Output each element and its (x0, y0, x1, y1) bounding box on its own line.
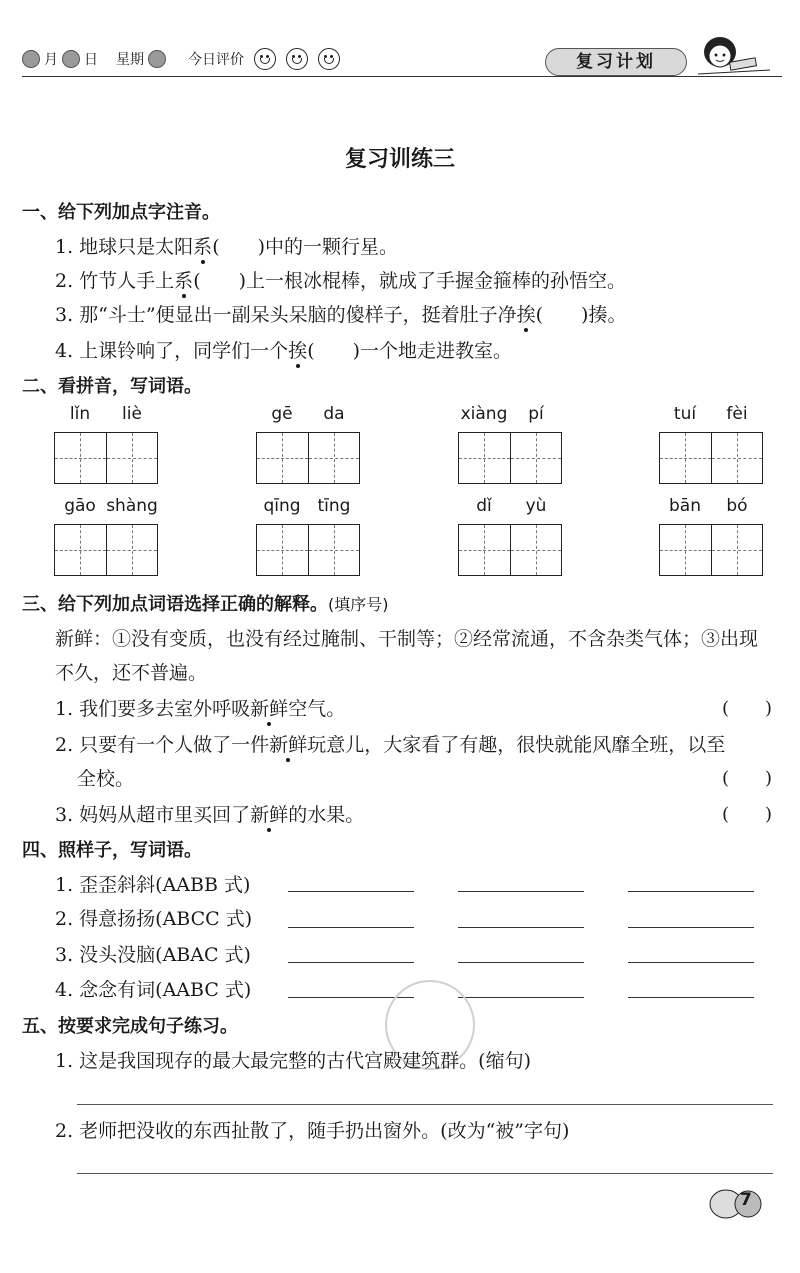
answer-line[interactable] (288, 961, 414, 963)
question-line: 2. 老师把没收的东西扯散了，随手扔出窗外。(改为“被”字句) (55, 1120, 570, 1142)
section-2-heading: 二、看拼音，写词语。 (22, 376, 202, 397)
question-line: 1. 我们要多去室外呼吸新鲜空气。 (55, 698, 346, 720)
writing-grid[interactable] (458, 524, 562, 576)
question-line: 3. 妈妈从超市里买回了新鲜的水果。 (55, 804, 365, 826)
reading-girl-icon (690, 30, 780, 80)
writing-grid[interactable] (256, 524, 360, 576)
answer-line[interactable] (288, 890, 414, 892)
question-line: 1. 地球只是太阳系( )中的一颗行星。 (55, 236, 399, 258)
answer-line[interactable] (628, 996, 754, 998)
answer-line[interactable] (458, 926, 584, 928)
question-line: 2. 竹节人手上系( )上一根冰棍棒，就成了手握金箍棒的孙悟空。 (55, 270, 627, 292)
answer-line[interactable] (77, 1173, 773, 1174)
brand-banner: 复习计划 (545, 48, 687, 76)
page-title: 复习训练三 (344, 147, 455, 172)
section-3-heading: 三、给下列加点词语选择正确的解释。(填序号) (22, 594, 389, 615)
header-date-bar (22, 48, 340, 70)
answer-line[interactable] (628, 961, 754, 963)
pattern-item: 1. 歪歪斜斜(AABB 式) (55, 874, 251, 896)
answer-parentheses[interactable]: ( ) (721, 768, 772, 789)
smiley-icon (286, 48, 308, 70)
smiley-icon (318, 48, 340, 70)
weekday-blank (148, 50, 166, 68)
evaluation-label: 今日评价 (188, 52, 244, 68)
question-line: 1. 这是我国现存的最大最完整的古代宫殿建筑群。(缩句) (55, 1050, 531, 1072)
pattern-item: 3. 没头没脑(ABAC 式) (55, 944, 251, 966)
answer-parentheses[interactable]: ( ) (721, 804, 772, 825)
page-number-badge (706, 1180, 764, 1222)
definition-line: 新鲜：①没有变质，也没有经过腌制、干制等；②经常流通，不含杂类气体；③出现 (55, 628, 759, 650)
definition-line: 不久，还不普遍。 (55, 662, 208, 684)
writing-grid[interactable] (54, 432, 158, 484)
answer-line[interactable] (458, 890, 584, 892)
day-label: 日 (84, 52, 98, 68)
month-blank (22, 50, 40, 68)
dotted-word: 新鲜 (250, 698, 289, 720)
answer-line[interactable] (288, 926, 414, 928)
section-1-heading: 一、给下列加点字注音。 (22, 202, 220, 223)
smiley-icon (254, 48, 276, 70)
writing-grid[interactable] (256, 432, 360, 484)
question-line: 3. 那“斗士”便显出一副呆头呆脑的傻样子，挺着肚子净挨( )揍。 (55, 304, 627, 326)
page-number: 7 (740, 1190, 752, 1210)
question-line: 2. 只要有一个人做了一件新鲜玩意儿，大家看了有趣，很快就能风靡全班，以至 (55, 734, 726, 756)
answer-line[interactable] (458, 961, 584, 963)
writing-grid[interactable] (458, 432, 562, 484)
pattern-item: 2. 得意扬扬(ABCC 式) (55, 908, 253, 930)
answer-line[interactable] (628, 890, 754, 892)
weekday-label: 星期 (116, 52, 144, 68)
pattern-item: 4. 念念有词(AABC 式) (55, 979, 252, 1001)
day-blank (62, 50, 80, 68)
header-rule (22, 76, 782, 77)
answer-line[interactable] (77, 1104, 773, 1105)
writing-grid[interactable] (54, 524, 158, 576)
writing-grid[interactable] (659, 432, 763, 484)
dotted-word: 新鲜 (269, 734, 308, 756)
answer-line[interactable] (628, 926, 754, 928)
section-4-heading: 四、照样子，写词语。 (22, 840, 202, 861)
question-line: 4. 上课铃响了，同学们一个挨( )一个地走进教室。 (55, 340, 513, 362)
section-5-heading: 五、按要求完成句子练习。 (22, 1016, 238, 1037)
writing-grid[interactable] (659, 524, 763, 576)
dotted-char: 挨 (516, 304, 536, 326)
dotted-word: 新鲜 (250, 804, 289, 826)
dotted-char: 系 (193, 236, 213, 258)
answer-parentheses[interactable]: ( ) (721, 698, 772, 719)
dotted-char: 挨 (288, 340, 308, 362)
question-line-continued: 全校。 (77, 768, 135, 790)
dotted-char: 系 (174, 270, 194, 292)
month-label: 月 (44, 52, 58, 68)
